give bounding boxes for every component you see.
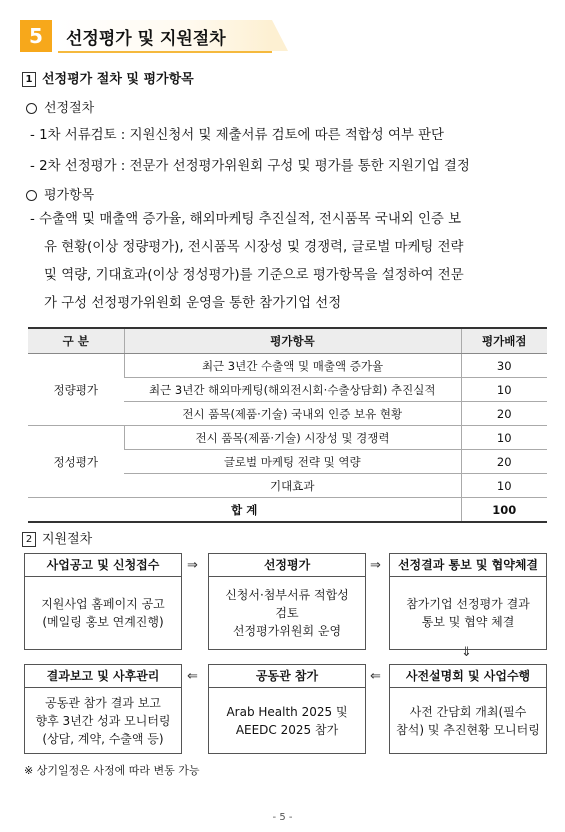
part1-number: 1 [22, 72, 36, 87]
flow-body-line: 향후 3년간 성과 모니터링 [35, 713, 171, 728]
flow-body-line: Arab Health 2025 및 [226, 704, 348, 719]
item-cell: 최근 3년간 수출액 및 매출액 증가율 [124, 354, 461, 378]
total-value: 100 [461, 498, 547, 523]
down-arrow-icon: ⇓ [461, 645, 472, 660]
flow-body-line: 공동관 참가 결과 보고 [45, 695, 161, 710]
item-cell: 기대효과 [124, 474, 461, 498]
evaluation-table [28, 327, 547, 523]
header-score: 평가배점 [461, 328, 547, 354]
flow-step-title: 선정결과 통보 및 협약체결 [390, 554, 546, 577]
flow-body-line: 신청서·첨부서류 적합성 [225, 588, 349, 602]
section-header [20, 20, 276, 54]
flow-step-title: 선정평가 [209, 554, 365, 577]
flow-body-line: (상담, 계약, 수출액 등) [42, 731, 164, 746]
flow-step-body [390, 577, 546, 649]
part2-title: 지원절차 [42, 532, 93, 547]
flow-step-title: 사전설명회 및 사업수행 [390, 665, 546, 688]
group-qualitative: 정성평가 [28, 426, 124, 498]
part2-heading [22, 528, 92, 547]
right-arrow-icon: ⇒ [187, 558, 198, 573]
table-total-row [28, 498, 547, 523]
part1-heading [22, 68, 194, 87]
flow-body-line: 통보 및 협약 체결 [421, 615, 515, 629]
score-cell: 10 [461, 378, 547, 402]
item-cell: 최근 3년간 해외마케팅(해외전시회·수출상담회) 추진실적 [124, 378, 461, 402]
group-quantitative: 정량평가 [28, 354, 124, 426]
circle-bullet-icon [26, 190, 37, 201]
sub-heading-procedure-text: 선정절차 [44, 101, 95, 116]
item-cell: 전시 품목(제품·기술) 시장성 및 경쟁력 [124, 426, 461, 450]
flow-step-evaluation [208, 553, 366, 650]
flow-step-body [25, 688, 181, 753]
flow-step-exhibition [208, 664, 366, 754]
score-cell: 10 [461, 474, 547, 498]
criteria-line: - 수출액 및 매출액 증가율, 해외마케팅 추진실적, 전시품목 국내외 인증 보 [30, 212, 462, 227]
flow-step-title: 사업공고 및 신청접수 [25, 554, 181, 577]
total-label: 합 계 [28, 498, 461, 523]
criteria-line: 및 역량, 기대효과(이상 정성평가)를 기준으로 평가항목을 설정하여 전문 [44, 268, 464, 283]
flow-step-title: 결과보고 및 사후관리 [25, 665, 181, 688]
flow-body-line: 검토 [275, 606, 299, 620]
flow-body-line: 사전 간담회 개최(필수 [409, 704, 527, 719]
score-cell: 30 [461, 354, 547, 378]
table-row [28, 354, 547, 378]
header-item: 평가항목 [124, 328, 461, 354]
table-row [28, 426, 547, 450]
header-category: 구 분 [28, 328, 124, 354]
flow-body-line: 선정평가위원회 운영 [232, 624, 342, 638]
sub-heading-criteria [26, 184, 94, 203]
flow-step-body [390, 688, 546, 753]
flow-step-body [209, 688, 365, 753]
criteria-line: 가 구성 선정평가위원회 운영을 통한 참가기업 선정 [44, 296, 342, 311]
sub-heading-criteria-text: 평가항목 [44, 188, 95, 203]
circle-bullet-icon [26, 103, 37, 114]
flow-step-reporting [24, 664, 182, 754]
score-cell: 20 [461, 402, 547, 426]
item-cell: 전시 품목(제품·기술) 국내외 인증 보유 현황 [124, 402, 461, 426]
schedule-note: ※ 상기일정은 사정에 따라 변동 가능 [24, 764, 200, 777]
step-1-text: - 1차 서류검토 : 지원신청서 및 제출서류 검토에 따른 적합성 여부 판단 [30, 128, 444, 143]
flow-body-line: (메일링 홍보 연계진행) [42, 615, 164, 629]
section-title: 선정평가 및 지원절차 [66, 29, 226, 49]
flow-step-title: 공동관 참가 [209, 665, 365, 688]
sub-heading-procedure [26, 97, 94, 116]
flow-body-line: 참가기업 선정평가 결과 [406, 597, 530, 611]
left-arrow-icon: ⇐ [370, 669, 381, 684]
section-number: 5 [20, 20, 52, 52]
page-number: - 5 - [272, 812, 293, 823]
flow-step-application [24, 553, 182, 650]
score-cell: 10 [461, 426, 547, 450]
step-2-text: - 2차 선정평가 : 전문가 선정평가위원회 구성 및 평가를 통한 지원기업 결정 [30, 159, 470, 174]
flow-body-line: AEEDC 2025 참가 [235, 722, 339, 737]
flow-step-body [25, 577, 181, 649]
flow-step-agreement [389, 553, 547, 650]
part1-title: 선정평가 절차 및 평가항목 [42, 72, 194, 87]
criteria-description [30, 206, 550, 318]
part2-number: 2 [22, 532, 36, 547]
score-cell: 20 [461, 450, 547, 474]
flow-step-body [209, 577, 365, 649]
flow-step-briefing [389, 664, 547, 754]
criteria-line: 유 현황(이상 정량평가), 전시품목 시장성 및 경쟁력, 글로벌 마케팅 전략 [44, 240, 464, 255]
section-title-box [58, 20, 272, 53]
table-header-row [28, 328, 547, 354]
item-cell: 글로벌 마케팅 전략 및 역량 [124, 450, 461, 474]
flow-body-line: 참석) 및 추진현황 모니터링 [396, 722, 540, 737]
flow-body-line: 지원사업 홈페이지 공고 [41, 597, 165, 611]
right-arrow-icon: ⇒ [370, 558, 381, 573]
left-arrow-icon: ⇐ [187, 669, 198, 684]
